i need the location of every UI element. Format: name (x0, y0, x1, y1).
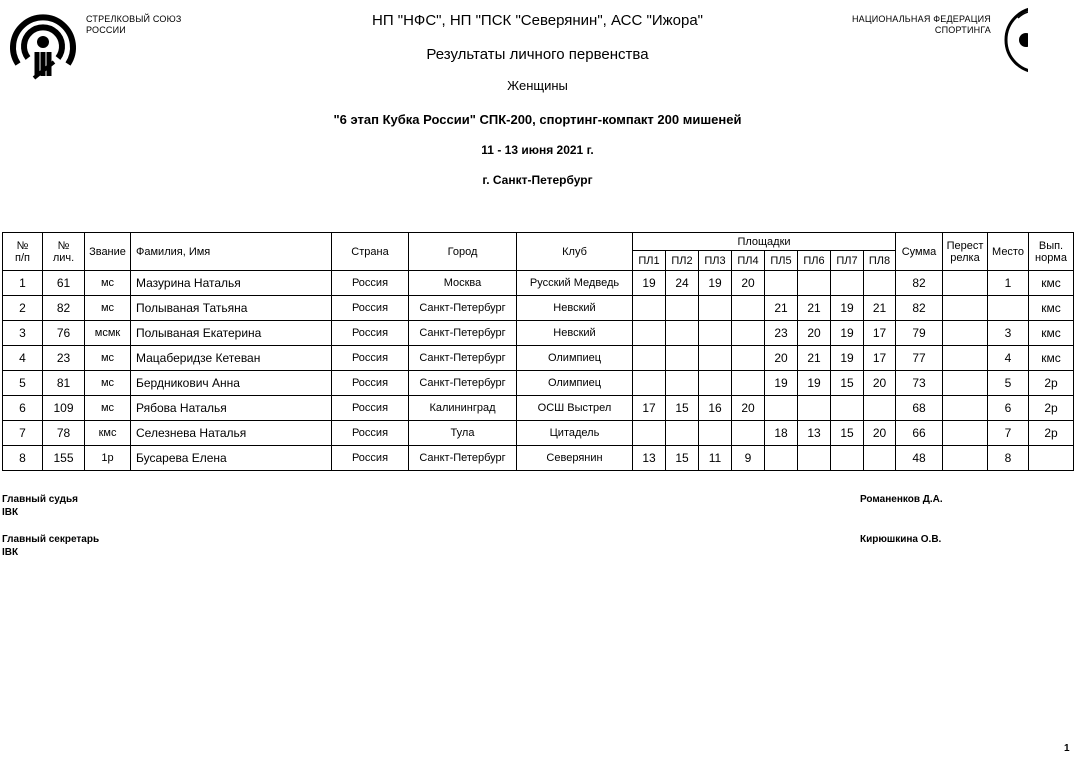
cell-name: Полываная Екатерина (131, 321, 332, 346)
header-num-line1: № (16, 239, 29, 252)
cell-pl4: 20 (732, 396, 765, 421)
header-place: Место (988, 233, 1029, 271)
cell-pl4: 9 (732, 446, 765, 471)
results-title: Результаты личного первенства (426, 46, 649, 63)
header-num (3, 233, 43, 271)
cell-pl6: 19 (798, 371, 831, 396)
cell-license: 81 (43, 371, 85, 396)
cell-pl1: 17 (633, 396, 666, 421)
table-row (3, 346, 1074, 371)
header-shootoff (943, 233, 988, 271)
cell-pl7 (831, 446, 864, 471)
cell-norm: 2р (1029, 396, 1074, 421)
cell-city: Санкт-Петербург (409, 296, 517, 321)
cell-pl3: 11 (699, 446, 732, 471)
cell-pl5 (765, 446, 798, 471)
header-shootoff-line2: релка (950, 251, 980, 264)
cell-pl4: 20 (732, 271, 765, 296)
header-pl5: ПЛ5 (765, 251, 798, 271)
cell-pl6: 20 (798, 321, 831, 346)
cell-pl5 (765, 396, 798, 421)
cell-norm: 2р (1029, 371, 1074, 396)
cell-club: Невский (517, 296, 633, 321)
cell-pl4 (732, 371, 765, 396)
cell-pl6 (798, 396, 831, 421)
header-shootoff-line1: Перест (946, 239, 984, 252)
cell-pl4 (732, 346, 765, 371)
cell-club: Русский Медведь (517, 271, 633, 296)
cell-pl1 (633, 321, 666, 346)
header-pl6: ПЛ6 (798, 251, 831, 271)
cell-name: Бусарева Елена (131, 446, 332, 471)
chief-judge-label: Главный судья (2, 494, 78, 505)
cell-pl7: 15 (831, 421, 864, 446)
cell-place: 3 (988, 321, 1029, 346)
header-license-line2: лич. (52, 251, 75, 264)
table-row (3, 296, 1074, 321)
cell-country: Россия (332, 371, 409, 396)
page-number: 1 (1064, 743, 1070, 754)
cell-place: 8 (988, 446, 1029, 471)
header-norm-line2: норма (1035, 251, 1067, 264)
cell-club: Цитадель (517, 421, 633, 446)
cell-place: 6 (988, 396, 1029, 421)
cell-shootoff (943, 346, 988, 371)
header-license (43, 233, 85, 271)
cell-license: 109 (43, 396, 85, 421)
cell-license: 78 (43, 421, 85, 446)
chief-judge-category: IВК (2, 507, 19, 518)
cell-pl3 (699, 346, 732, 371)
table-row (3, 396, 1074, 421)
table-row (3, 421, 1074, 446)
cell-city: Калининград (409, 396, 517, 421)
cell-pl7 (831, 396, 864, 421)
header-norm (1029, 233, 1074, 271)
cell-name: Мацаберидзе Кетеван (131, 346, 332, 371)
cell-pl8: 21 (864, 296, 896, 321)
cell-name: Мазурина Наталья (131, 271, 332, 296)
cell-shootoff (943, 396, 988, 421)
cell-license: 82 (43, 296, 85, 321)
cell-pl3 (699, 371, 732, 396)
cell-num: 5 (3, 371, 43, 396)
cell-pl6 (798, 446, 831, 471)
cell-num: 6 (3, 396, 43, 421)
header-city: Город (409, 233, 517, 271)
cell-club: Олимпиец (517, 371, 633, 396)
cell-club: Олимпиец (517, 346, 633, 371)
header-pl2: ПЛ2 (666, 251, 699, 271)
header-name: Фамилия, Имя (131, 233, 332, 271)
cell-sum: 48 (896, 446, 943, 471)
cell-pl8 (864, 271, 896, 296)
cell-city: Москва (409, 271, 517, 296)
cell-num: 4 (3, 346, 43, 371)
cell-pl8 (864, 396, 896, 421)
table-row (3, 271, 1074, 296)
cell-pl2 (666, 296, 699, 321)
header-pl4: ПЛ4 (732, 251, 765, 271)
header-pl8: ПЛ8 (864, 251, 896, 271)
cell-shootoff (943, 321, 988, 346)
category-title: Женщины (507, 78, 568, 93)
cell-country: Россия (332, 396, 409, 421)
cell-norm: кмс (1029, 296, 1074, 321)
header-num-line2: п/п (15, 251, 30, 264)
cell-pl6 (798, 271, 831, 296)
cell-shootoff (943, 421, 988, 446)
cell-pl2: 15 (666, 446, 699, 471)
cell-sum: 73 (896, 371, 943, 396)
chief-secretary-block (2, 533, 99, 559)
cell-shootoff (943, 296, 988, 321)
header-norm-line1: Вып. (1038, 239, 1064, 252)
cell-pl7: 19 (831, 346, 864, 371)
cell-shootoff (943, 371, 988, 396)
chief-judge-name: Романенков Д.А. (860, 494, 943, 505)
cell-pl7: 15 (831, 371, 864, 396)
cell-place: 1 (988, 271, 1029, 296)
cell-pl2 (666, 321, 699, 346)
cell-rank: мсмк (85, 321, 131, 346)
org-right-line1: НАЦИОНАЛЬНАЯ ФЕДЕРАЦИЯ (851, 14, 991, 24)
header-club: Клуб (517, 233, 633, 271)
cell-pl2 (666, 421, 699, 446)
cell-name: Рябова Наталья (131, 396, 332, 421)
cell-num: 1 (3, 271, 43, 296)
cell-norm: кмс (1029, 346, 1074, 371)
header-sum: Сумма (896, 233, 943, 271)
cell-pl2 (666, 346, 699, 371)
cell-city: Санкт-Петербург (409, 346, 517, 371)
cell-pl2 (666, 371, 699, 396)
table-row (3, 321, 1074, 346)
cell-pl8: 17 (864, 346, 896, 371)
event-dates: 11 - 13 июня 2021 г. (481, 143, 594, 157)
cell-pl7: 19 (831, 296, 864, 321)
cell-pl2: 15 (666, 396, 699, 421)
cell-pl8: 20 (864, 421, 896, 446)
org-left-line1: СТРЕЛКОВЫЙ СОЮЗ (86, 14, 182, 24)
cell-pl1 (633, 371, 666, 396)
table-row (3, 371, 1074, 396)
table-row (3, 446, 1074, 471)
cell-license: 61 (43, 271, 85, 296)
cell-pl4 (732, 421, 765, 446)
header-stations: Площадки (633, 233, 896, 251)
chief-judge-block (2, 493, 78, 519)
cell-pl3 (699, 421, 732, 446)
chief-secretary-name: Кирюшкина О.В. (860, 534, 942, 545)
cell-pl6: 21 (798, 346, 831, 371)
org-right-line2: СПОРТИНГА (934, 25, 991, 35)
organizers-title: НП "НФС", НП "ПСК "Северянин", АСС "Ижора" (371, 12, 703, 29)
cell-pl5: 20 (765, 346, 798, 371)
cell-pl3 (699, 321, 732, 346)
cell-num: 7 (3, 421, 43, 446)
cell-place: 7 (988, 421, 1029, 446)
cell-city: Санкт-Петербург (409, 446, 517, 471)
cell-pl2: 24 (666, 271, 699, 296)
cell-num: 2 (3, 296, 43, 321)
cell-country: Россия (332, 346, 409, 371)
cell-city: Санкт-Петербург (409, 371, 517, 396)
cell-name: Селезнева Наталья (131, 421, 332, 446)
cell-license: 76 (43, 321, 85, 346)
cell-sum: 82 (896, 296, 943, 321)
cell-country: Россия (332, 296, 409, 321)
cell-pl3: 16 (699, 396, 732, 421)
cell-country: Россия (332, 446, 409, 471)
cell-pl4 (732, 296, 765, 321)
cell-shootoff (943, 271, 988, 296)
cell-pl1 (633, 346, 666, 371)
header-license-line1: № (57, 239, 70, 252)
cell-place: 4 (988, 346, 1029, 371)
cell-norm (1029, 446, 1074, 471)
cell-pl5 (765, 271, 798, 296)
cell-pl8: 20 (864, 371, 896, 396)
cell-club: Невский (517, 321, 633, 346)
cell-pl7: 19 (831, 321, 864, 346)
cell-pl5: 18 (765, 421, 798, 446)
cell-rank: мс (85, 396, 131, 421)
cell-sum: 66 (896, 421, 943, 446)
cell-pl7 (831, 271, 864, 296)
cell-place (988, 296, 1029, 321)
header-rank: Звание (85, 233, 131, 271)
cell-pl8 (864, 446, 896, 471)
header-pl7: ПЛ7 (831, 251, 864, 271)
cell-pl1 (633, 421, 666, 446)
cell-norm: 2р (1029, 421, 1074, 446)
cell-city: Тула (409, 421, 517, 446)
cell-num: 3 (3, 321, 43, 346)
cell-pl8: 17 (864, 321, 896, 346)
cell-pl4 (732, 321, 765, 346)
cell-rank: мс (85, 296, 131, 321)
header-country: Страна (332, 233, 409, 271)
results-table (2, 232, 1074, 471)
cell-shootoff (943, 446, 988, 471)
cell-pl5: 23 (765, 321, 798, 346)
cell-name: Бердникович Анна (131, 371, 332, 396)
cell-pl3 (699, 296, 732, 321)
cell-pl1: 19 (633, 271, 666, 296)
cell-sum: 79 (896, 321, 943, 346)
cell-club: ОСШ Выстрел (517, 396, 633, 421)
cell-place: 5 (988, 371, 1029, 396)
event-city: г. Санкт-Петербург (482, 173, 593, 187)
cell-norm: кмс (1029, 271, 1074, 296)
cell-num: 8 (3, 446, 43, 471)
cell-name: Полываная Татьяна (131, 296, 332, 321)
cell-rank: 1р (85, 446, 131, 471)
cell-country: Россия (332, 421, 409, 446)
cell-pl6: 21 (798, 296, 831, 321)
org-left-line2: РОССИИ (86, 25, 126, 35)
cell-norm: кмс (1029, 321, 1074, 346)
header-pl1: ПЛ1 (633, 251, 666, 271)
cell-sum: 77 (896, 346, 943, 371)
cell-rank: мс (85, 346, 131, 371)
cell-country: Россия (332, 321, 409, 346)
cell-pl1 (633, 296, 666, 321)
cell-rank: мс (85, 271, 131, 296)
cell-pl3: 19 (699, 271, 732, 296)
cell-pl5: 19 (765, 371, 798, 396)
cell-pl5: 21 (765, 296, 798, 321)
cell-club: Северянин (517, 446, 633, 471)
cell-license: 23 (43, 346, 85, 371)
cell-rank: кмс (85, 421, 131, 446)
cell-sum: 68 (896, 396, 943, 421)
cell-rank: мс (85, 371, 131, 396)
cell-city: Санкт-Петербург (409, 321, 517, 346)
cell-pl6: 13 (798, 421, 831, 446)
chief-secretary-label: Главный секретарь (2, 534, 100, 545)
cell-country: Россия (332, 271, 409, 296)
cell-license: 155 (43, 446, 85, 471)
event-title: "6 этап Кубка России" СПК-200, спортинг-компакт 200 мишеней (333, 112, 742, 127)
cell-pl1: 13 (633, 446, 666, 471)
chief-secretary-category: IВК (2, 547, 19, 558)
cell-sum: 82 (896, 271, 943, 296)
header-pl3: ПЛ3 (699, 251, 732, 271)
